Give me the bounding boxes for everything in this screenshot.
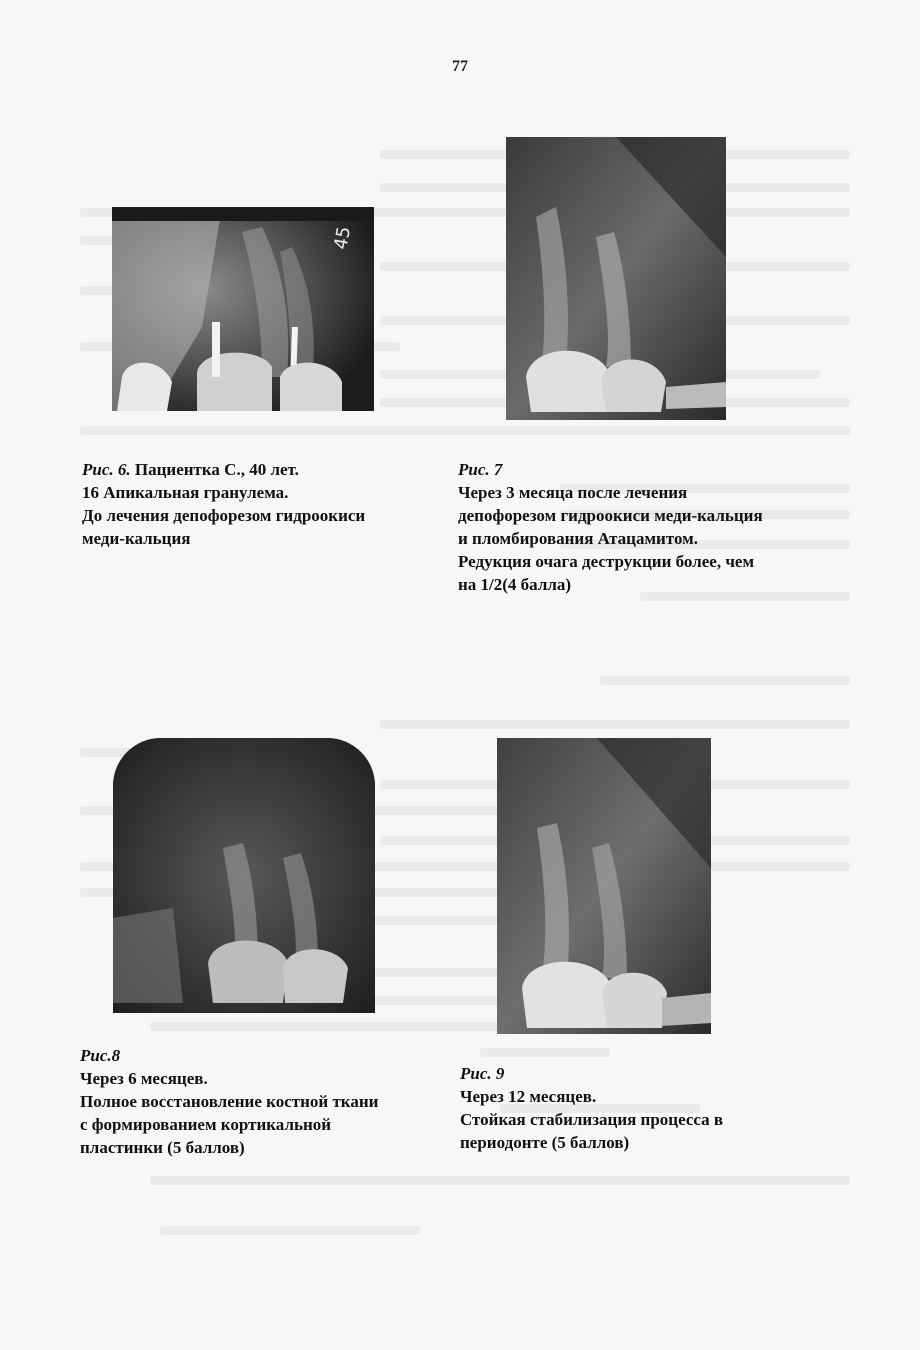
figure-label: Рис.8 (80, 1046, 121, 1065)
caption-line: Редукция очага деструкции более, чем (458, 552, 755, 571)
caption-line: Полное восстановление костной ткани (80, 1092, 379, 1111)
caption-line: Через 12 месяцев. (460, 1087, 597, 1106)
caption-line: Пациентка С., 40 лет. (134, 460, 299, 479)
caption-line: и пломбирования Атацамитом. (458, 529, 698, 548)
figure-caption-6 (82, 458, 365, 550)
caption-line: меди-кальция (82, 529, 191, 548)
xray-image-fig6 (112, 207, 374, 411)
caption-line: депофорезом гидроокиси меди-кальция (458, 506, 763, 525)
caption-line: на 1/2(4 балла) (458, 575, 572, 594)
figure-caption-9 (460, 1062, 723, 1154)
caption-line: Стойкая стабилизация процесса в (460, 1110, 724, 1129)
xray-image-fig8 (113, 738, 375, 1013)
figure-label: Рис. 6. (82, 460, 131, 479)
caption-line: с формированием кортикальной (80, 1115, 332, 1134)
caption-line: Через 3 месяца после лечения (458, 483, 688, 502)
figure-label: Рис. 9 (460, 1064, 505, 1083)
caption-line: Через 6 месяцев. (80, 1069, 208, 1088)
figure-caption-7 (458, 458, 763, 596)
caption-line: 16 Апикальная гранулема. (82, 483, 289, 502)
page-number: 77 (452, 58, 468, 75)
caption-line: периодонте (5 баллов) (460, 1133, 630, 1152)
figure-caption-8 (80, 1044, 378, 1159)
xray-image-fig9 (497, 738, 711, 1034)
caption-line: пластинки (5 баллов) (80, 1138, 245, 1157)
svg-text:45: 45 (330, 224, 356, 252)
caption-line: До лечения депофорезом гидроокиси (82, 506, 366, 525)
figure-label: Рис. 7 (458, 460, 503, 479)
xray-image-fig7 (506, 137, 726, 420)
